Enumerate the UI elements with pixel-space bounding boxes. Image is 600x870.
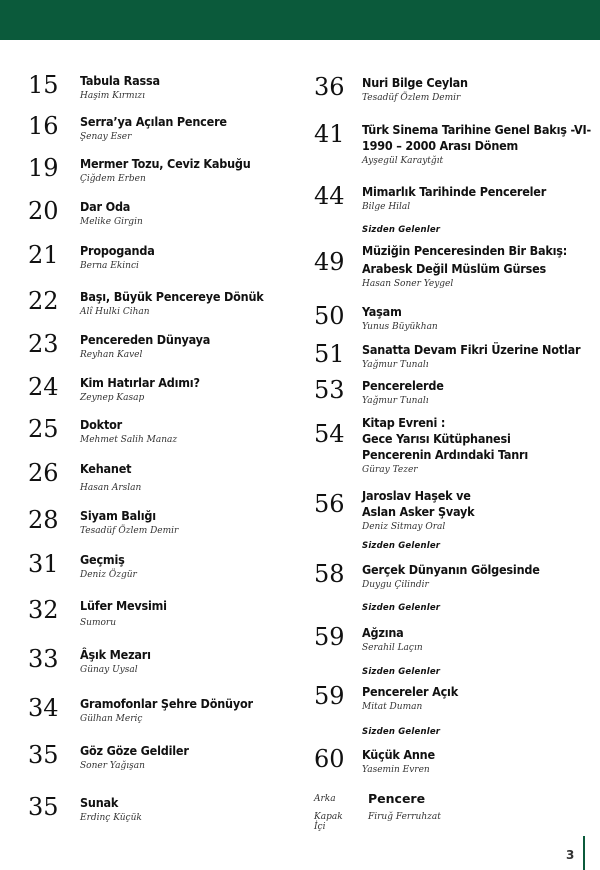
page-number-label: 36 — [314, 73, 345, 101]
entry-author: Hasan Arslan — [80, 483, 142, 493]
entry-title: Sunak — [80, 795, 119, 810]
page-number-label: 32 — [28, 596, 59, 624]
inside-cover-author: Firuğ Ferruhzat — [368, 812, 441, 822]
entry-author: Yağmur Tunalı — [362, 360, 429, 370]
page-number-label: 21 — [28, 241, 59, 269]
page-number-label: 44 — [314, 182, 345, 210]
page-number-label: 35 — [28, 741, 59, 769]
entry-title-line3: Pencerenin Ardındaki Tanrı — [362, 447, 529, 462]
page-number-label: 26 — [28, 459, 59, 487]
entry-title: Propoganda — [80, 243, 155, 258]
entry-title: Gramofonlar Şehre Dönüyor — [80, 696, 253, 711]
entry-title: Tabula Rassa — [80, 73, 160, 88]
entry-title: Mimarlık Tarihinde Pencereler — [362, 184, 547, 199]
entry-author: Tesadüf Özlem Demir — [80, 526, 179, 536]
entry-author: Duygu Çilindir — [362, 580, 429, 590]
entry-author: Şenay Eser — [80, 132, 132, 142]
entry-author: Ayşegül Karaytğıt — [362, 156, 444, 166]
section-label: Sizden Gelenler — [362, 727, 441, 737]
entry-title: Müziğin Penceresinden Bir Bakış: — [362, 243, 568, 258]
page-corner-rule — [583, 836, 585, 870]
section-label: Sizden Gelenler — [362, 603, 441, 613]
entry-author: Tesadüf Özlem Demir — [362, 93, 461, 103]
entry-author: Günay Uysal — [80, 665, 138, 675]
header-bar — [0, 0, 600, 40]
entry-title: Pencereden Dünyaya — [80, 332, 211, 347]
entry-title: Pencereler Açık — [362, 684, 458, 699]
entry-title: Serra’ya Açılan Pencere — [80, 114, 227, 129]
page-number-label: 22 — [28, 287, 59, 315]
page-number-label: 59 — [314, 682, 345, 710]
entry-author: Serahil Laçın — [362, 643, 423, 653]
entry-title: Geçmiş — [80, 552, 125, 567]
page-number-label: 54 — [314, 420, 345, 448]
entry-title: Yaşam — [362, 304, 402, 319]
entry-author: Gülhan Meriç — [80, 714, 143, 724]
entry-author: Berna Ekinci — [80, 261, 139, 271]
entry-title: Kitap Evreni : — [362, 415, 446, 430]
page-number-label: 25 — [28, 415, 59, 443]
entry-title: Küçük Anne — [362, 747, 435, 762]
page-number-label: 59 — [314, 623, 345, 651]
entry-author: Erdinç Küçük — [80, 813, 142, 823]
section-label: Sizden Gelenler — [362, 225, 441, 235]
entry-title: Dar Oda — [80, 199, 131, 214]
page-number-label: 16 — [28, 112, 59, 140]
page-number-label: 15 — [28, 71, 59, 99]
page-number-label: 31 — [28, 550, 59, 578]
page-number-label: 24 — [28, 373, 59, 401]
page-number-label: 20 — [28, 197, 59, 225]
entry-title: Türk Sinema Tarihine Genel Bakış -VI- — [362, 122, 591, 137]
entry-author: Yasemin Evren — [362, 765, 430, 775]
entry-author: Sumoru — [80, 618, 117, 628]
page-number-label: 34 — [28, 694, 59, 722]
page-number-label: 28 — [28, 506, 59, 534]
page-number-label: 19 — [28, 154, 59, 182]
page-number-label: 50 — [314, 302, 345, 330]
entry-author: Alî Hulki Cihan — [80, 307, 150, 317]
entry-title: Doktor — [80, 417, 122, 432]
page-number-label: 51 — [314, 340, 345, 368]
entry-title: Göz Göze Geldiler — [80, 743, 189, 758]
page-number-label: 33 — [28, 645, 59, 673]
page-number: 3 — [566, 848, 575, 862]
entry-author: Yağmur Tunalı — [362, 396, 429, 406]
section-label: Sizden Gelenler — [362, 541, 441, 551]
page-number-label: 53 — [314, 376, 345, 404]
back-cover-title: Pencere — [368, 791, 426, 806]
page-number-label: 49 — [314, 248, 345, 276]
entry-author: Bilge Hilal — [362, 202, 411, 212]
entry-author: Mitat Duman — [362, 702, 423, 712]
entry-author: Reyhan Kavel — [80, 350, 143, 360]
entry-title: Nuri Bilge Ceylan — [362, 75, 468, 90]
entry-author: Deniz Özgür — [80, 570, 137, 580]
page-number-label: 41 — [314, 120, 345, 148]
page-number-label: 58 — [314, 560, 345, 588]
entry-title-line2: Aslan Asker Şvayk — [362, 504, 475, 519]
entry-title: Gerçek Dünyanın Gölgesinde — [362, 562, 540, 577]
back-cover-label: Arka — [314, 794, 336, 804]
entry-title: Lüfer Mevsimi — [80, 598, 167, 613]
entry-author: Deniz Sitmay Oral — [362, 522, 446, 532]
entry-title: Kim Hatırlar Adımı? — [80, 375, 200, 390]
page-number-label: 23 — [28, 330, 59, 358]
entry-title: Kehanet — [80, 461, 132, 476]
page-number-label: 60 — [314, 745, 345, 773]
entry-title-line2: Gece Yarısı Kütüphanesi — [362, 431, 511, 446]
section-label: Sizden Gelenler — [362, 667, 441, 677]
entry-author: Güray Tezer — [362, 465, 418, 475]
entry-title: Sanatta Devam Fikri Üzerine Notlar — [362, 342, 581, 357]
entry-author: Melike Girgin — [80, 217, 143, 227]
entry-author: Soner Yağışan — [80, 761, 145, 771]
inside-cover-label: Kapak İçi — [314, 812, 343, 832]
entry-title: Ağzına — [362, 625, 404, 640]
entry-title: Mermer Tozu, Ceviz Kabuğu — [80, 156, 251, 171]
entry-author: Haşim Kırmızı — [80, 91, 146, 101]
entry-author: Hasan Soner Yeygel — [362, 279, 454, 289]
entry-title: Âşık Mezarı — [80, 647, 151, 662]
entry-title: Jaroslav Haşek ve — [362, 488, 471, 503]
page-number-label: 56 — [314, 490, 345, 518]
entry-author: Çiğdem Erben — [80, 174, 146, 184]
entry-author: Zeynep Kasap — [80, 393, 145, 403]
page-number-label: 35 — [28, 793, 59, 821]
entry-title: Pencerelerde — [362, 378, 444, 393]
entry-author: Yunus Büyükhan — [362, 322, 438, 332]
entry-author: Mehmet Salih Manaz — [80, 435, 178, 445]
entry-title-line2: 1990 – 2000 Arası Dönem — [362, 138, 519, 153]
entry-title: Siyam Balığı — [80, 508, 156, 523]
entry-title-line2: Arabesk Değil Müslüm Gürses — [362, 261, 547, 276]
entry-title: Başı, Büyük Pencereye Dönük — [80, 289, 264, 304]
